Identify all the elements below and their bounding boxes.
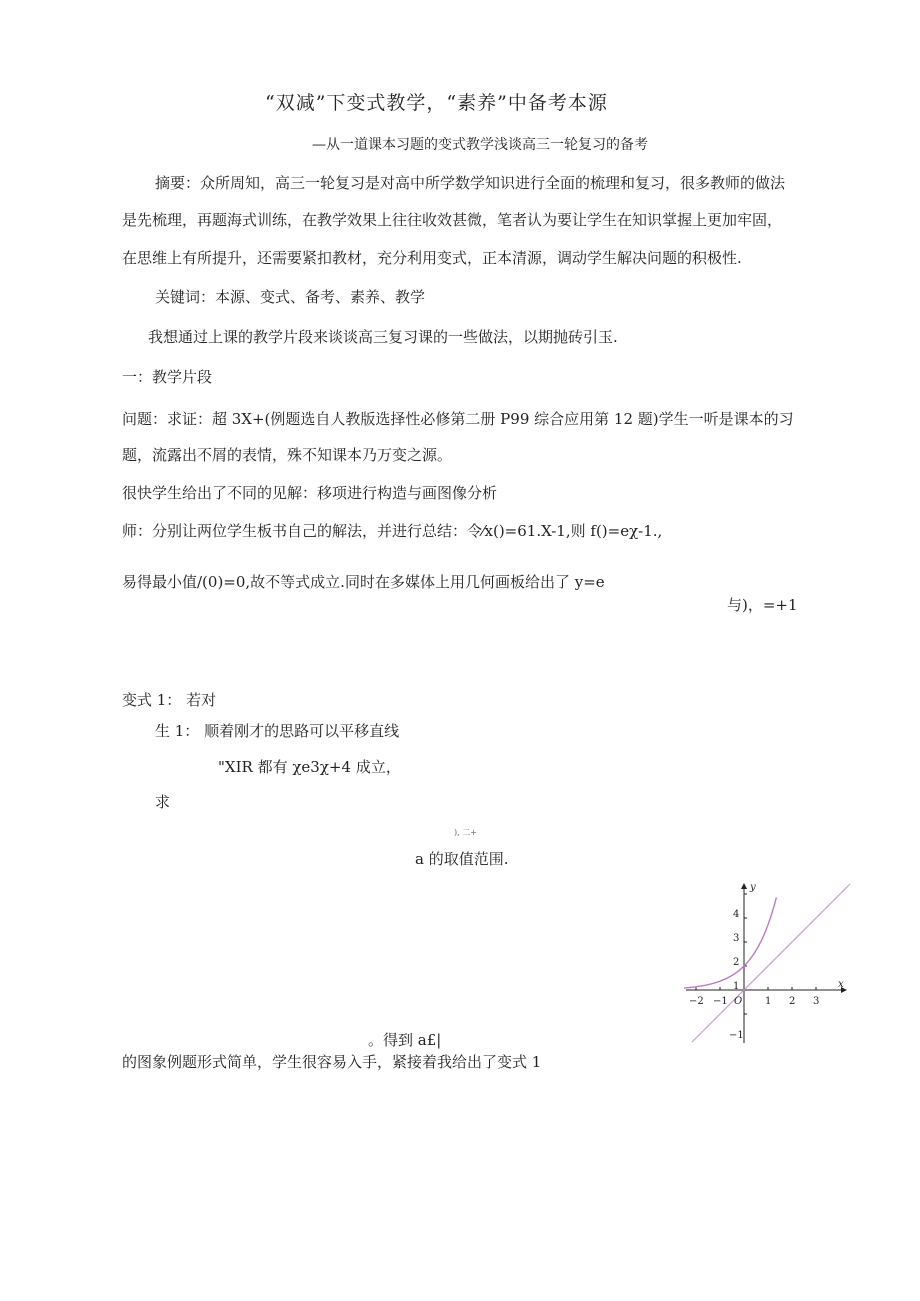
y-tick-label: 2: [733, 957, 740, 968]
keywords: 关键词：本源、变式、备考、素养、教学: [155, 288, 426, 306]
variant-1-label: 变式 1： 若对: [122, 691, 217, 709]
y-axis-label: y: [750, 882, 756, 893]
min-value-text: 易得最小值/(0)=0,故不等式成立.同时在多媒体上用几何画板给出了 y=e: [122, 573, 605, 591]
origin-label: O: [734, 996, 743, 1007]
intro-paragraph: 我想通过上课的教学片段来谈谈高三复习课的一些做法，以期抛砖引玉.: [148, 328, 618, 346]
y-tick-label: 4: [733, 909, 740, 920]
right-fragment: 与)，=+1: [727, 596, 798, 614]
x-tick-label: −2: [689, 996, 704, 1007]
x-tick-label: −1: [713, 996, 728, 1007]
section-heading: 一：教学片段: [122, 368, 213, 386]
abstract-line-1: 摘要：众所周知，高三一轮复习是对高中所学数学知识进行全面的梳理和复习，很多教师的做法: [155, 174, 786, 192]
page-subtitle: —从一道课本习题的变式教学浅谈高三一轮复习的备考: [312, 137, 648, 153]
exponential-graph: [684, 878, 854, 1046]
exponential-curve: [684, 897, 776, 988]
x-axis-label: x: [838, 979, 844, 990]
student-1-text: 生 1： 顺着刚才的思路可以平移直线: [155, 722, 400, 740]
x-tick-label: 1: [765, 996, 772, 1007]
problem-line-1: 问题：求证：超 3X+(例题选自人教版选择性必修第二册 P99 综合应用第 12 题)学生一听是课本的习: [122, 410, 794, 428]
teacher-summary: 师：分别让两位学生板书自己的解法，并进行总结：令⁄x()=61.X-1,则 f()=eχ-1.,: [122, 522, 663, 540]
abstract-line-3: 在思维上有所提升，还需要紧扣教材，充分利用变式，正本清源，调动学生解决问题的积极性.: [122, 249, 742, 267]
tiny-marks: ), 二+: [454, 828, 477, 837]
x-tick-label: 3: [813, 996, 820, 1007]
y-tick-label: −1: [729, 1030, 744, 1041]
y-tick-label: 3: [733, 933, 740, 944]
tangent-line: [692, 884, 850, 1042]
student-insight: 很快学生给出了不同的见解：移项进行构造与画图像分析: [122, 484, 498, 502]
abstract-line-2: 是先梳理，再题海式训练，在教学效果上往往收效甚微，笔者认为要让学生在知识掌握上更加牢固，: [122, 211, 783, 229]
range-text: a 的取值范围.: [415, 850, 509, 868]
y-tick-label: 1: [733, 981, 740, 992]
page-title: “双减”下变式教学，“素养”中备考本源: [265, 92, 608, 114]
x-tick-label: 2: [789, 996, 796, 1007]
graph-description: 的图象例题形式简单，学生很容易入手，紧接着我给出了变式 1: [122, 1053, 542, 1071]
obtain-text: 。得到 a£|: [368, 1031, 442, 1049]
seek-text: 求: [155, 793, 171, 811]
condition-text: "XIR 都有 χe3χ+4 成立，: [218, 758, 401, 776]
problem-line-2: 题，流露出不屑的表情，殊不知课本乃万变之源。: [122, 446, 453, 464]
